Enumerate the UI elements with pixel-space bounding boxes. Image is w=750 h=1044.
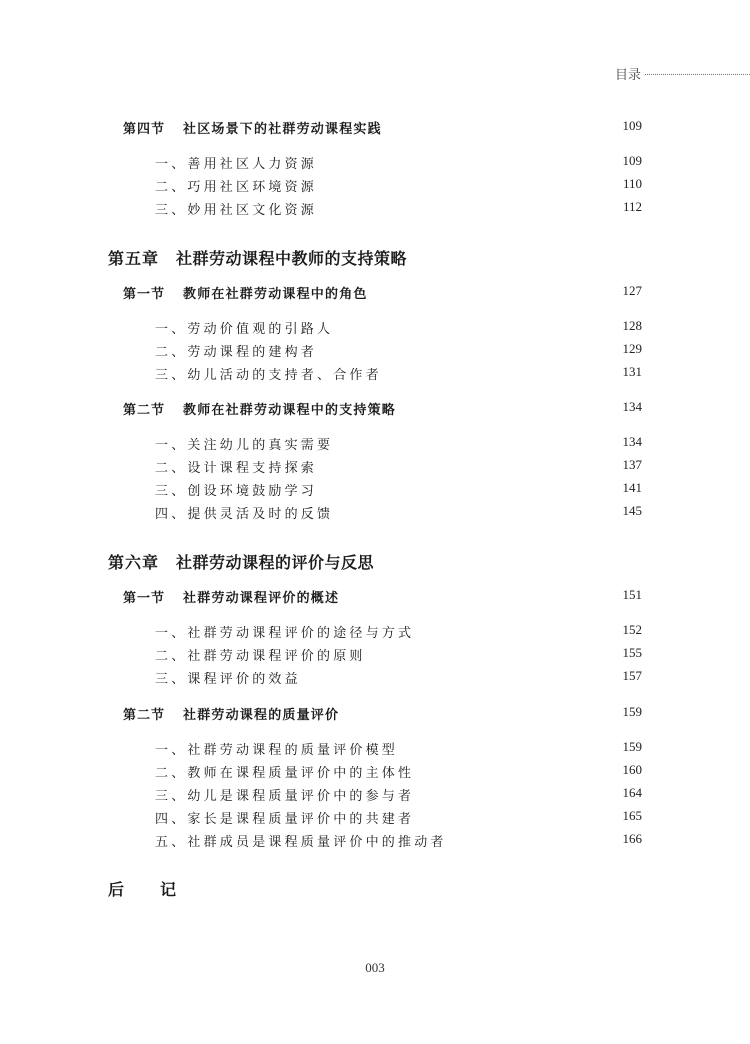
item-title: 三、创设环境鼓励学习 — [155, 484, 318, 499]
section-number: 第一节 — [123, 287, 166, 302]
page-number: 159 — [622, 704, 642, 719]
item-title: 三、课程评价的效益 — [155, 672, 301, 687]
section-number: 第四节 — [123, 122, 166, 137]
section-title: 社群劳动课程的质量评价 — [183, 708, 340, 723]
page-number: 109 — [622, 153, 642, 168]
page-number: 110 — [622, 176, 642, 191]
section-number: 第二节 — [123, 708, 166, 723]
item-title: 一、社群劳动课程的质量评价模型 — [155, 743, 399, 758]
item-title: 一、社群劳动课程评价的途径与方式 — [155, 626, 415, 641]
chapter-title: 社群劳动课程中教师的支持策略 — [176, 249, 408, 268]
item-title: 一、劳动价值观的引路人 — [155, 322, 334, 337]
item-title: 四、提供灵活及时的反馈 — [155, 507, 334, 522]
page-number: 112 — [622, 199, 642, 214]
item-title: 三、妙用社区文化资源 — [155, 203, 318, 218]
item-title: 三、幼儿活动的支持者、合作者 — [155, 368, 382, 383]
item-title: 二、巧用社区环境资源 — [155, 180, 318, 195]
item-title: 二、社群劳动课程评价的原则 — [155, 649, 366, 664]
section-title: 教师在社群劳动课程中的支持策略 — [183, 403, 397, 418]
item-title: 三、幼儿是课程质量评价中的参与者 — [155, 789, 415, 804]
section-number: 第二节 — [123, 403, 166, 418]
page-number: 129 — [622, 341, 642, 356]
page-number: 134 — [622, 434, 642, 449]
page-number: 137 — [622, 457, 642, 472]
page-number: 155 — [622, 645, 642, 660]
section-number: 第一节 — [123, 591, 166, 606]
page-number: 134 — [622, 399, 642, 414]
section-title: 教师在社群劳动课程中的角色 — [183, 287, 368, 302]
item-title: 二、教师在课程质量评价中的主体性 — [155, 766, 415, 781]
toc-afterword-heading[interactable]: 后记 — [108, 880, 213, 899]
chapter-number: 第六章 — [108, 553, 160, 572]
page-number: 131 — [622, 364, 642, 379]
page-number: 165 — [622, 808, 642, 823]
page-number: 159 — [622, 739, 642, 754]
page-number: 157 — [622, 668, 642, 683]
item-title: 一、关注幼儿的真实需要 — [155, 438, 334, 453]
page-number: 127 — [622, 283, 642, 298]
item-title: 四、家长是课程质量评价中的共建者 — [155, 812, 415, 827]
item-title: 五、社群成员是课程质量评价中的推动者 — [155, 835, 447, 850]
item-title: 二、设计课程支持探索 — [155, 461, 318, 476]
page-number: 145 — [622, 503, 642, 518]
page-number: 109 — [622, 118, 642, 133]
page-number: 128 — [622, 318, 642, 333]
page-number: 152 — [622, 622, 642, 637]
chapter-number: 第五章 — [108, 249, 160, 268]
page-number: 166 — [622, 831, 642, 846]
section-title: 社群劳动课程评价的概述 — [183, 591, 340, 606]
page-number: 151 — [622, 587, 642, 602]
chapter-title: 社群劳动课程的评价与反思 — [176, 553, 375, 572]
section-title: 社区场景下的社群劳动课程实践 — [183, 122, 382, 137]
header-label: 目录 — [614, 68, 641, 83]
folio-page-number: 003 — [365, 960, 385, 975]
item-title: 二、劳动课程的建构者 — [155, 345, 318, 360]
page-number: 160 — [622, 762, 642, 777]
item-title: 一、善用社区人力资源 — [155, 157, 318, 172]
page-number: 164 — [622, 785, 642, 800]
page-number: 141 — [622, 480, 642, 495]
